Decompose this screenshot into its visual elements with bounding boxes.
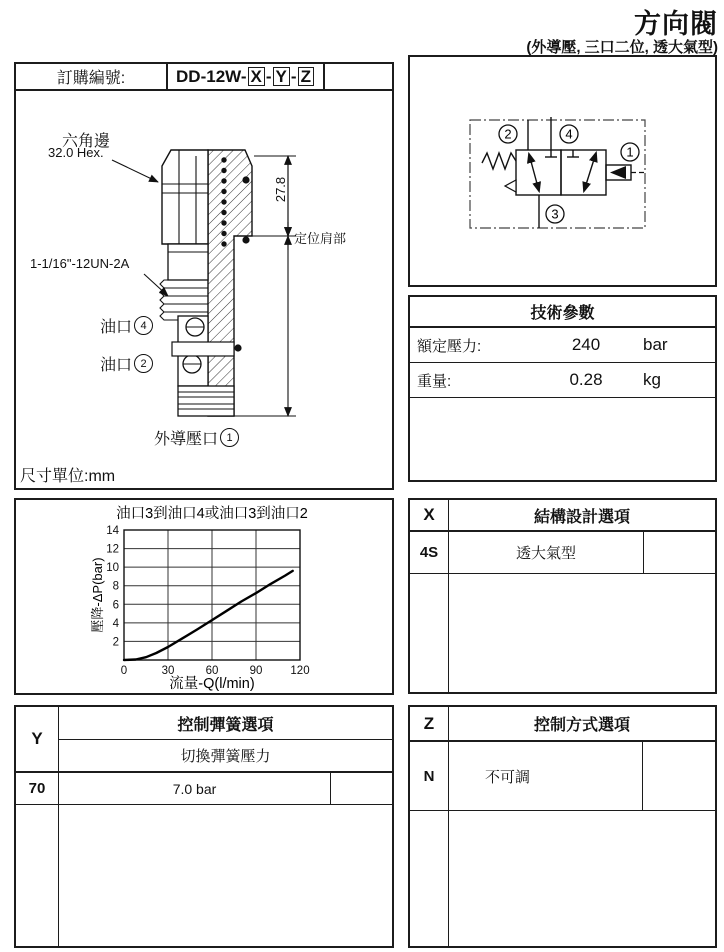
rated-pressure-unit: bar (643, 335, 668, 354)
option-x-code: 4S (410, 532, 449, 573)
option-x-desc: 透大氣型 (515, 545, 576, 562)
option-x-title: 結構設計選項 (533, 508, 630, 526)
option-x-key: X (410, 500, 449, 530)
svg-text:6: 6 (112, 599, 119, 612)
port2-word: 油口 (100, 357, 133, 374)
hex-size-label: 32.0 Hex. (48, 145, 104, 160)
pilot-port-label (154, 426, 239, 449)
weight-label: 重量: (417, 372, 452, 390)
chart-xlabel: 流量-Q(l/min) (169, 676, 255, 692)
order-code-x: X (248, 67, 265, 86)
order-number-table (14, 62, 394, 91)
symbol-port1-number: 1 (626, 144, 634, 160)
hydraulic-symbol-box (408, 55, 717, 287)
rated-pressure-label: 額定壓力: (417, 337, 482, 355)
options-y-table (14, 705, 394, 948)
tech-params-title: 技術參數 (410, 297, 715, 328)
port4-number-circle: 4 (134, 316, 153, 335)
option-x-empty-cell (643, 532, 715, 573)
option-z-code: N (410, 742, 449, 810)
option-y-key: Y (16, 707, 59, 771)
svg-text:14: 14 (106, 525, 119, 537)
svg-text:12: 12 (106, 543, 119, 556)
height-dim-label: 27.8 (273, 176, 289, 203)
pressure-drop-chart (16, 500, 392, 693)
pilot-port-word: 外導壓口 (154, 431, 219, 448)
symbol-port4-number: 4 (565, 126, 573, 142)
port4-word: 油口 (100, 319, 133, 336)
page-subtitle: (外導壓, 三口二位, 透大氣型) (526, 39, 718, 56)
port2-label (100, 352, 153, 375)
pilot-port-number-circle: 1 (220, 428, 239, 447)
dimension-unit-note: 尺寸單位:mm (20, 468, 116, 485)
chart-ylabel: 壓降-ΔP(bar) (90, 557, 105, 633)
valve-symbol-schematic (410, 57, 715, 285)
option-y-empty-cell (330, 773, 392, 804)
option-z-key: Z (410, 707, 449, 740)
order-code-z: Z (298, 67, 314, 86)
option-x-filler (410, 574, 715, 692)
table-row (410, 532, 715, 574)
chart-title: 油口3到油口4或油口3到油口2 (116, 506, 308, 522)
options-z-table (408, 705, 717, 948)
table-row (410, 328, 715, 363)
svg-text:10: 10 (106, 562, 119, 575)
thread-label: 1-1/16"-12UN-2A (30, 256, 130, 271)
pressure-drop-chart-box (14, 498, 394, 695)
svg-text:4: 4 (112, 617, 119, 630)
order-code-prefix: DD-12W- (176, 66, 247, 86)
table-row (410, 742, 715, 811)
svg-text:0: 0 (120, 665, 128, 677)
weight-unit: kg (643, 370, 661, 389)
valve-drawing-box (14, 90, 394, 490)
svg-text:2: 2 (112, 636, 119, 649)
rated-pressure-value: 240 (571, 335, 601, 354)
order-code-sep2: - (290, 66, 297, 86)
table-row (410, 363, 715, 398)
option-z-filler (410, 811, 715, 946)
symbol-port3-number: 3 (551, 206, 559, 222)
option-y-filler (16, 805, 392, 946)
hex-label: 六角邊 (62, 133, 111, 150)
svg-text:60: 60 (205, 665, 219, 677)
options-x-table (408, 498, 717, 694)
order-code (168, 64, 325, 89)
order-code-sep1: - (265, 66, 272, 86)
option-y-subtitle: 切換彈簧壓力 (180, 748, 271, 765)
svg-text:8: 8 (112, 580, 119, 593)
svg-text:30: 30 (161, 665, 175, 677)
order-empty-cell (325, 64, 392, 89)
option-y-desc: 7.0 bar (172, 780, 217, 797)
page-title: 方向閥 (634, 9, 718, 39)
table-row (16, 773, 392, 805)
weight-value: 0.28 (569, 370, 603, 389)
option-z-empty-cell (642, 742, 715, 810)
svg-text:90: 90 (249, 665, 263, 677)
option-z-title: 控制方式選項 (533, 717, 630, 734)
option-y-code: 70 (16, 773, 59, 804)
option-z-desc: 不可調 (485, 768, 531, 786)
symbol-port2-number: 2 (504, 126, 512, 142)
svg-text:120: 120 (290, 665, 310, 677)
order-number-label: 訂購編號: (16, 64, 168, 89)
order-code-y: Y (273, 67, 290, 86)
option-y-title: 控制彈簧選項 (59, 707, 392, 740)
tech-params-table (408, 295, 717, 482)
port4-label (100, 314, 153, 337)
shoulder-label: 定位肩部 (294, 231, 347, 246)
port2-number-circle: 2 (134, 354, 153, 373)
